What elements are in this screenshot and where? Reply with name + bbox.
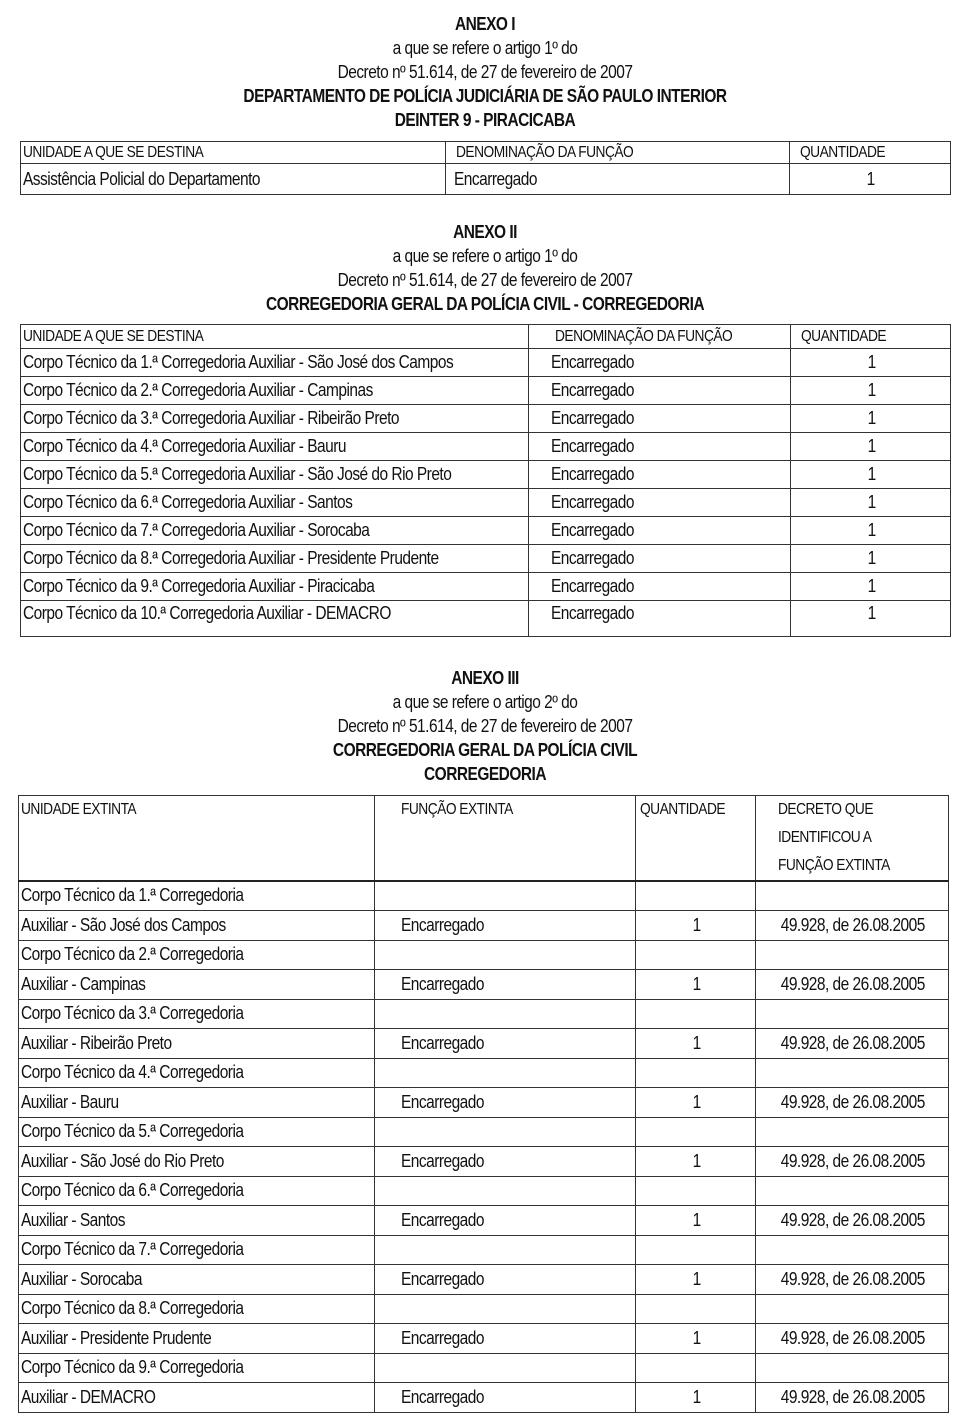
annex1-title: ANEXO I [454,14,516,34]
cell-unit-line2: Auxiliar - Ribeirão Preto [19,1028,375,1058]
cell-unit-line2: Auxiliar - Santos [19,1205,375,1235]
cell-empty [636,999,756,1028]
cell-quantity: 1 [791,405,951,433]
cell-function: Encarregado [529,489,791,517]
cell-unit-line2: Auxiliar - Sorocaba [19,1264,375,1294]
table-row-label [19,1294,949,1323]
cell-quantity: 1 [791,601,951,637]
cell-empty [756,1058,949,1087]
header-extinct-function: FUNÇÃO EXTINTA [375,796,636,882]
header-function: DENOMINAÇÃO DA FUNÇÃO [529,325,791,349]
annex2-ref: a que se refere o artigo 1º do [392,246,578,266]
table-row-label [19,999,949,1028]
cell-empty [375,940,636,969]
cell-function: Encarregado [375,1028,636,1058]
table-row [21,517,951,545]
cell-empty [375,1353,636,1382]
cell-decree: 49.928, de 26.08.2005 [756,1146,949,1176]
header-quantity: QUANTIDADE [790,142,951,164]
annex3-decree: Decreto nº 51.614, de 27 de fevereiro de 2007 [337,716,633,736]
table-row [21,164,951,195]
cell-function: Encarregado [375,969,636,999]
table-row [19,1382,949,1412]
cell-quantity: 1 [791,573,951,601]
cell-function: Encarregado [529,601,791,637]
cell-function: Encarregado [529,545,791,573]
table-row [19,1323,949,1353]
cell-unit: Corpo Técnico da 3.ª Corregedoria Auxiliar - Ribeirão Preto [21,405,529,433]
cell-unit-line1: Corpo Técnico da 7.ª Corregedoria [19,1235,375,1264]
annex2-table [20,324,951,637]
cell-unit: Corpo Técnico da 4.ª Corregedoria Auxiliar - Bauru [21,433,529,461]
header-unit: UNIDADE A QUE SE DESTINA [21,325,529,349]
cell-decree: 49.928, de 26.08.2005 [756,1264,949,1294]
cell-decree: 49.928, de 26.08.2005 [756,1323,949,1353]
cell-unit-line2: Auxiliar - São José dos Campos [19,910,375,940]
cell-empty [375,1235,636,1264]
cell-quantity: 1 [636,1323,756,1353]
cell-empty [636,1117,756,1146]
cell-unit-line1: Corpo Técnico da 8.ª Corregedoria [19,1294,375,1323]
cell-function: Encarregado [529,573,791,601]
table-row [19,1264,949,1294]
cell-unit-line1: Corpo Técnico da 3.ª Corregedoria [19,999,375,1028]
cell-unit-line2: Auxiliar - São José do Rio Preto [19,1146,375,1176]
cell-quantity: 1 [791,545,951,573]
cell-unit: Corpo Técnico da 10.ª Corregedoria Auxiliar - DEMACRO [21,601,529,637]
annex2-title: ANEXO II [453,222,517,242]
cell-quantity: 1 [636,1028,756,1058]
annex3-title: ANEXO III [451,668,519,688]
cell-empty [636,940,756,969]
cell-function: Encarregado [529,461,791,489]
cell-unit-line2: Auxiliar - Presidente Prudente [19,1323,375,1353]
cell-unit-line1: Corpo Técnico da 5.ª Corregedoria [19,1117,375,1146]
table-row [21,461,951,489]
header-quantity: QUANTIDADE [636,796,756,882]
cell-decree: 49.928, de 26.08.2005 [756,1382,949,1412]
cell-quantity: 1 [791,489,951,517]
table-header-row [21,325,951,349]
annex1-heading [68,12,902,132]
cell-unit-line1: Corpo Técnico da 2.ª Corregedoria [19,940,375,969]
cell-function: Encarregado [375,1205,636,1235]
annex1-decree: Decreto nº 51.614, de 27 de fevereiro de 2007 [337,62,633,82]
table-row-label [19,1117,949,1146]
cell-unit-line2: Auxiliar - DEMACRO [19,1382,375,1412]
cell-empty [756,1176,949,1205]
cell-decree: 49.928, de 26.08.2005 [756,1028,949,1058]
cell-empty [375,999,636,1028]
annex1-department: DEPARTAMENTO DE POLÍCIA JUDICIÁRIA DE SÃO PAULO INTERIOR [243,86,727,106]
header-function: DENOMINAÇÃO DA FUNÇÃO [446,142,790,164]
annex1-unit: DEINTER 9 - PIRACICABA [394,110,576,130]
cell-function: Encarregado [375,1382,636,1412]
cell-quantity: 1 [636,910,756,940]
cell-function: Encarregado [446,164,790,195]
table-row-label [19,1353,949,1382]
header-unit: UNIDADE A QUE SE DESTINA [21,142,446,164]
cell-unit-line1: Corpo Técnico da 4.ª Corregedoria [19,1058,375,1087]
table-row-label [19,1058,949,1087]
cell-function: Encarregado [529,377,791,405]
table-row [21,601,951,637]
table-row [21,405,951,433]
cell-empty [636,1176,756,1205]
annex3-table [18,795,949,1413]
cell-quantity: 1 [791,461,951,489]
cell-empty [756,999,949,1028]
cell-unit-line1: Corpo Técnico da 9.ª Corregedoria [19,1353,375,1382]
annex2-heading [68,220,902,316]
cell-empty [756,1235,949,1264]
cell-function: Encarregado [529,349,791,377]
cell-unit: Corpo Técnico da 7.ª Corregedoria Auxiliar - Sorocaba [21,517,529,545]
header-decree: DECRETO QUE IDENTIFICOU A FUNÇÃO EXTINTA [756,796,949,882]
header-quantity: QUANTIDADE [791,325,951,349]
cell-quantity: 1 [636,1146,756,1176]
cell-unit: Corpo Técnico da 9.ª Corregedoria Auxiliar - Piracicaba [21,573,529,601]
cell-empty [636,1353,756,1382]
cell-unit: Corpo Técnico da 5.ª Corregedoria Auxiliar - São José do Rio Preto [21,461,529,489]
table-row [21,433,951,461]
cell-quantity: 1 [636,1382,756,1412]
cell-empty [756,881,949,910]
cell-function: Encarregado [529,433,791,461]
table-header-row [19,796,949,882]
cell-function: Encarregado [375,1146,636,1176]
table-row [19,910,949,940]
cell-decree: 49.928, de 26.08.2005 [756,1205,949,1235]
cell-empty [636,1235,756,1264]
table-row-label [19,881,949,910]
cell-quantity: 1 [636,969,756,999]
cell-empty [756,940,949,969]
table-row [19,1146,949,1176]
cell-unit-line2: Auxiliar - Bauru [19,1087,375,1117]
annex3-ref: a que se refere o artigo 2º do [392,692,578,712]
cell-empty [375,1117,636,1146]
annex1-table [20,141,951,195]
cell-function: Encarregado [375,1264,636,1294]
cell-unit: Corpo Técnico da 1.ª Corregedoria Auxiliar - São José dos Campos [21,349,529,377]
cell-empty [756,1353,949,1382]
table-header-row [21,142,951,164]
table-row [19,1087,949,1117]
annex3-department: CORREGEDORIA GERAL DA POLÍCIA CIVIL [332,740,638,760]
cell-unit: Assistência Policial do Departamento [21,164,446,195]
cell-decree: 49.928, de 26.08.2005 [756,1087,949,1117]
table-row-label [19,940,949,969]
annex2-department: CORREGEDORIA GERAL DA POLÍCIA CIVIL - CORREGEDORIA [265,294,705,314]
annex2-decree: Decreto nº 51.614, de 27 de fevereiro de 2007 [337,270,633,290]
annex3-unit: CORREGEDORIA [424,764,546,784]
annex3-heading [68,666,902,786]
table-row [19,1205,949,1235]
cell-quantity: 1 [791,349,951,377]
cell-empty [375,881,636,910]
cell-empty [375,1294,636,1323]
cell-function: Encarregado [529,517,791,545]
cell-quantity: 1 [791,377,951,405]
cell-unit-line1: Corpo Técnico da 6.ª Corregedoria [19,1176,375,1205]
cell-unit: Corpo Técnico da 6.ª Corregedoria Auxiliar - Santos [21,489,529,517]
cell-quantity: 1 [636,1087,756,1117]
table-row [21,349,951,377]
table-row [21,573,951,601]
cell-quantity: 1 [636,1205,756,1235]
table-row [21,489,951,517]
cell-function: Encarregado [375,1323,636,1353]
table-row-label [19,1235,949,1264]
cell-empty [636,1294,756,1323]
cell-decree: 49.928, de 26.08.2005 [756,910,949,940]
cell-empty [636,881,756,910]
cell-function: Encarregado [529,405,791,433]
table-row [19,969,949,999]
cell-quantity: 1 [791,433,951,461]
cell-unit-line1: Corpo Técnico da 1.ª Corregedoria [19,881,375,910]
table-row [19,1028,949,1058]
cell-empty [375,1176,636,1205]
cell-function: Encarregado [375,1087,636,1117]
annex1-ref: a que se refere o artigo 1º do [392,38,578,58]
cell-empty [756,1294,949,1323]
cell-quantity: 1 [636,1264,756,1294]
cell-unit: Corpo Técnico da 8.ª Corregedoria Auxiliar - Presidente Prudente [21,545,529,573]
table-row [21,377,951,405]
cell-function: Encarregado [375,910,636,940]
cell-unit-line2: Auxiliar - Campinas [19,969,375,999]
cell-unit: Corpo Técnico da 2.ª Corregedoria Auxiliar - Campinas [21,377,529,405]
cell-empty [756,1117,949,1146]
header-extinct-unit: UNIDADE EXTINTA [19,796,375,882]
cell-empty [375,1058,636,1087]
cell-quantity: 1 [791,517,951,545]
cell-empty [636,1058,756,1087]
table-row-label [19,1176,949,1205]
cell-quantity: 1 [790,164,951,195]
table-row [21,545,951,573]
cell-decree: 49.928, de 26.08.2005 [756,969,949,999]
